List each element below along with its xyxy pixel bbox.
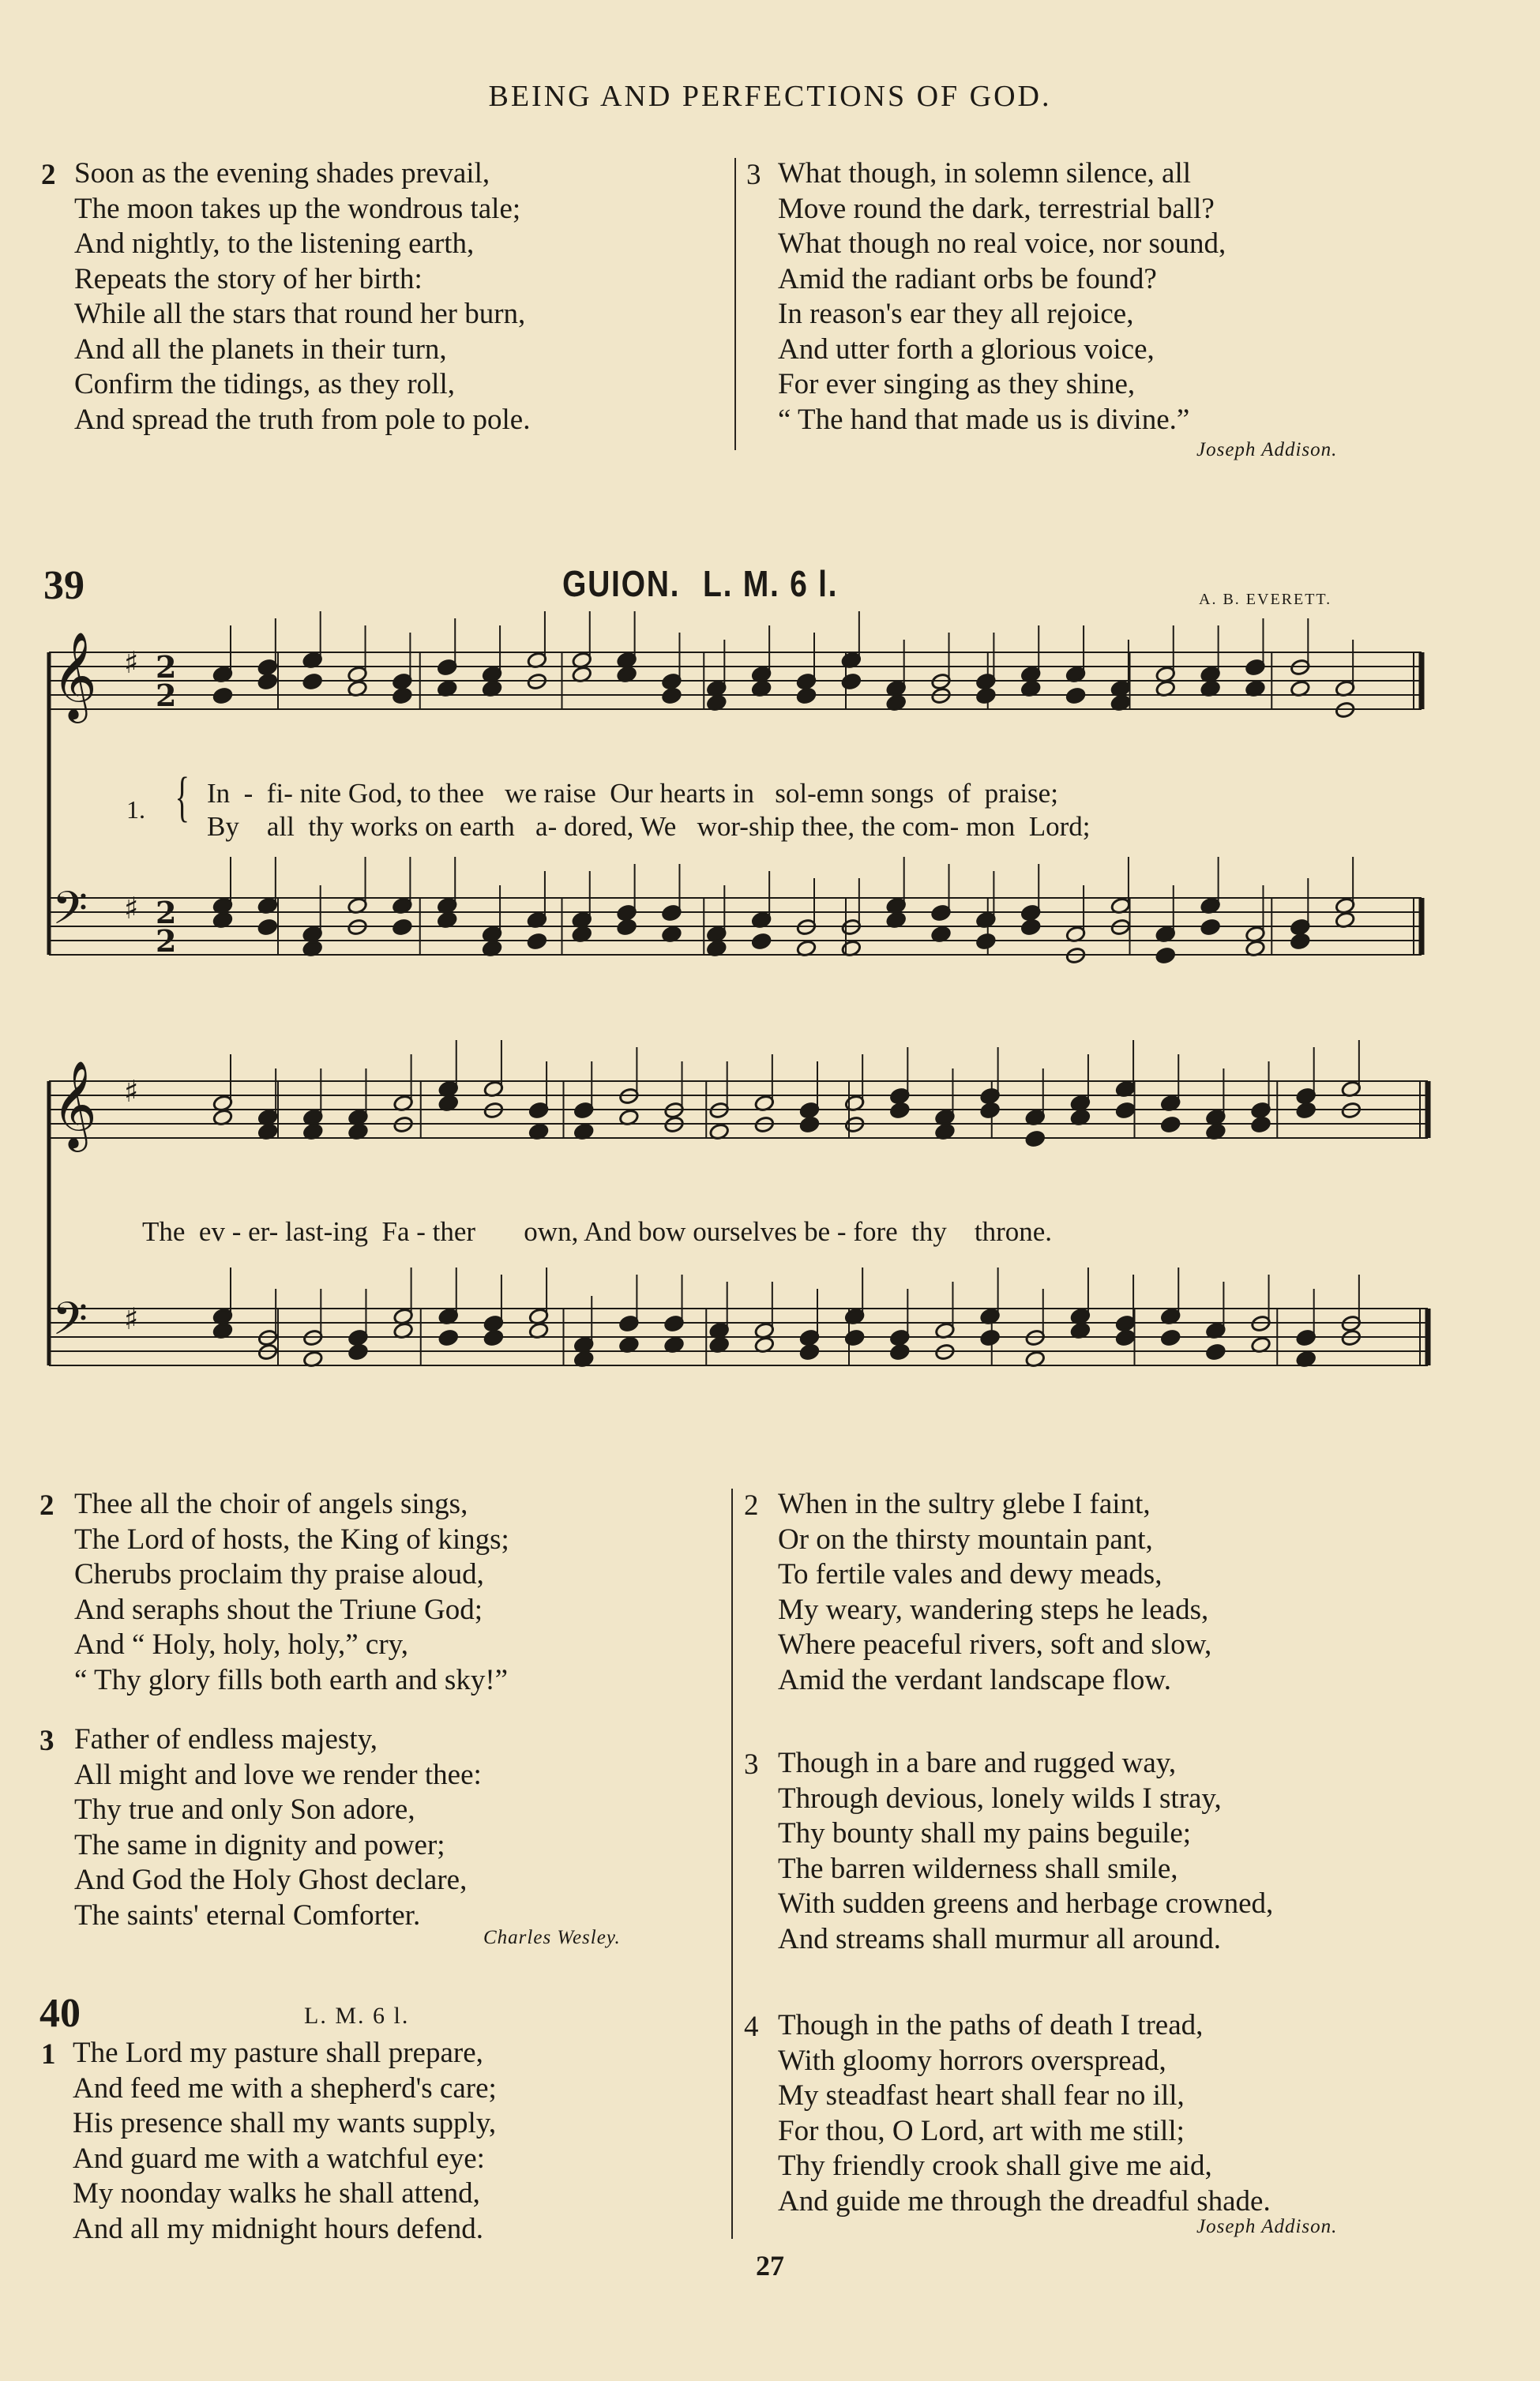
treble-clef: 𝄞: [52, 631, 97, 719]
verse-line: Father of endless majesty,: [74, 1723, 377, 1756]
verse-line: What though no real voice, nor sound,: [778, 227, 1226, 260]
note-head: [392, 918, 412, 937]
lyric-line-1: In - fi- nite God, to thee we raise Our hearts in sol-emn songs of praise;: [207, 778, 1058, 809]
verse-line: Though in the paths of death I tread,: [778, 2009, 1204, 2041]
note-head: [889, 1102, 910, 1120]
note-head: [302, 673, 323, 691]
verse-line: With sudden greens and herbage crowned,: [778, 1887, 1274, 1920]
verse-line: Amid the verdant landscape flow.: [778, 1663, 1171, 1696]
author-attribution: Joseph Addison.: [1196, 2216, 1338, 2237]
verse-line: Repeats the story of her birth:: [74, 262, 423, 295]
verse-line: And “ Holy, holy, holy,” cry,: [74, 1628, 409, 1661]
time-signature: 2: [156, 678, 177, 713]
note-head: [438, 1329, 459, 1347]
verse-line: For ever singing as they shine,: [778, 368, 1136, 400]
note-head: [617, 918, 637, 937]
verse-line: Move round the dark, terrestrial ball?: [778, 192, 1215, 225]
note-head: [257, 918, 278, 937]
note-head: [1115, 1329, 1136, 1347]
note-head: [1296, 1102, 1317, 1120]
verse-line: While all the stars that round her burn,: [74, 298, 526, 330]
verse-line: Or on the thirsty mountain pant,: [778, 1523, 1153, 1556]
running-head: BEING AND PERFECTIONS OF GOD.: [488, 80, 1052, 113]
verse-line: The same in dignity and power;: [74, 1828, 445, 1861]
hymn-meter: L. M. 6 l.: [703, 563, 839, 604]
note-head: [483, 1329, 504, 1347]
verse-line: My steadfast heart shall fear no ill,: [778, 2079, 1185, 2112]
stanza-hymn39-3: [74, 1722, 482, 1933]
verse-line: Where peaceful rivers, soft and slow,: [778, 1628, 1212, 1661]
verse-line: “ The hand that made us is divine.”: [778, 403, 1190, 436]
verse-line: In reason's ear they all rejoice,: [778, 298, 1134, 330]
stanza-hymn40-1: [73, 2036, 497, 2247]
stanza-number: 1: [41, 2038, 56, 2071]
note-head: [1115, 1102, 1136, 1120]
bass-clef: 𝄢: [52, 881, 88, 946]
note-head: [844, 1329, 865, 1347]
hymn-title: GUION.: [562, 563, 681, 604]
note-head: [799, 1116, 820, 1134]
hymn-meter: L. M. 6 l.: [304, 2003, 410, 2029]
verse-line: Thy bounty shall my pains beguile;: [778, 1817, 1192, 1850]
verse-line: And all my midnight hours defend.: [73, 2212, 483, 2245]
note-head: [975, 687, 996, 705]
verse-line: What though, in solemn silence, all: [778, 157, 1192, 190]
verse-line: With gloomy horrors overspread,: [778, 2044, 1166, 2077]
time-signature: 2: [156, 649, 177, 685]
key-signature: ♯: [124, 891, 139, 926]
key-signature: ♯: [124, 1074, 139, 1109]
note-head: [751, 933, 772, 951]
hymn-number: 40: [39, 1991, 81, 2036]
note-head: [1155, 947, 1176, 965]
verse-line: And God the Holy Ghost declare,: [74, 1864, 468, 1896]
note-head: [889, 1343, 910, 1361]
verse-line: The barren wilderness shall smile,: [778, 1852, 1178, 1885]
author-attribution: Joseph Addison.: [1196, 439, 1338, 460]
stanza-number: 3: [746, 159, 761, 191]
verse-line: Thy true and only Son adore,: [74, 1793, 415, 1826]
note-head: [1205, 1343, 1226, 1361]
verse-line: Confirm the tidings, as they roll,: [74, 368, 455, 400]
stanza-hymn39-2: [74, 1487, 509, 1698]
composer: A. B. EVERETT.: [1199, 591, 1332, 608]
lyric-line-3: The ev - er- last-ing Fa - ther own, And bow ourselves be - fore thy throne.: [142, 1216, 1053, 1247]
verse-line: Amid the radiant orbs be found?: [778, 262, 1157, 295]
author-attribution: Charles Wesley.: [483, 1927, 621, 1948]
note-head: [212, 687, 233, 705]
page-number: 27: [756, 2250, 784, 2281]
verse-line: His presence shall my wants supply,: [73, 2107, 497, 2139]
key-signature: ♯: [124, 645, 139, 680]
verse-label: 1.: [126, 795, 145, 824]
verse-line: For thou, O Lord, art with me still;: [778, 2114, 1185, 2147]
stanza-number: 2: [744, 1489, 759, 1522]
stanza-number: 4: [744, 2011, 759, 2043]
stanza-number: 2: [41, 159, 56, 191]
stanza-hymn40-2: [778, 1487, 1211, 1698]
note-head: [1160, 1116, 1181, 1134]
verse-line: And feed me with a shepherd's care;: [73, 2071, 497, 2105]
note-head: [347, 1343, 368, 1361]
note-head: [392, 687, 412, 705]
verse-line: Thee all the choir of angels sings,: [74, 1488, 468, 1520]
verse-line: When in the sultry glebe I faint,: [778, 1488, 1151, 1520]
verse-line: Though in a bare and rugged way,: [778, 1747, 1177, 1779]
verse-line: My noonday walks he shall attend,: [73, 2177, 480, 2210]
treble-clef: 𝄞: [52, 1060, 97, 1148]
note-head: [980, 1102, 1001, 1120]
note-head: [257, 673, 278, 691]
verse-line: Cherubs proclaim thy praise aloud,: [74, 1558, 484, 1590]
note-head: [1290, 933, 1310, 951]
stanza-hymn40-3: [778, 1746, 1273, 1957]
verse-line: And nightly, to the listening earth,: [74, 227, 475, 260]
verse-line: The Lord of hosts, the King of kings;: [74, 1523, 509, 1556]
verse-line: All might and love we render thee:: [74, 1758, 482, 1791]
note-head: [796, 687, 817, 705]
column-rule: [731, 1489, 733, 2239]
verse-line: My weary, wandering steps he leads,: [778, 1593, 1209, 1626]
verse-line: And seraphs shout the Triune God;: [74, 1593, 483, 1626]
verse-brace: {: [175, 767, 190, 828]
note-head: [1065, 687, 1086, 705]
verse-line: The Lord my pasture shall prepare,: [73, 2037, 483, 2069]
note-head: [980, 1329, 1001, 1347]
stanza-number: 3: [39, 1725, 54, 1757]
note-head: [841, 673, 862, 691]
note-head: [975, 933, 996, 951]
note-head: [1250, 1116, 1271, 1134]
verse-line: Soon as the evening shades prevail,: [74, 157, 490, 190]
verse-line: The saints' eternal Comforter.: [74, 1898, 421, 1932]
verse-line: And utter forth a glorious voice,: [778, 332, 1155, 366]
note-head: [1200, 918, 1221, 937]
verse-line: And streams shall murmur all around.: [778, 1922, 1222, 1955]
verse-line: To fertile vales and dewy meads,: [778, 1558, 1163, 1590]
time-signature: 2: [156, 895, 177, 930]
key-signature: ♯: [124, 1301, 139, 1336]
verse-line: The moon takes up the wondrous tale;: [74, 192, 521, 225]
verse-line: Through devious, lonely wilds I stray,: [778, 1782, 1222, 1815]
stanza-number: 2: [39, 1489, 54, 1522]
verse-line: And guard me with a watchful eye:: [73, 2142, 485, 2175]
verse-line: Thy friendly crook shall give me aid,: [778, 2150, 1212, 2182]
note-head: [1160, 1329, 1181, 1347]
verse-line: And guide me through the dreadful shade.: [778, 2184, 1271, 2218]
stanza-hymn40-4: [778, 2008, 1271, 2219]
verse-line: “ Thy glory fills both earth and sky!”: [74, 1663, 509, 1696]
verse-line: And all the planets in their turn,: [74, 332, 447, 366]
verse-line: And spread the truth from pole to pole.: [74, 403, 531, 436]
note-head: [661, 687, 682, 705]
bass-clef: 𝄢: [52, 1292, 88, 1357]
note-head: [1020, 918, 1041, 937]
time-signature: 2: [156, 923, 177, 959]
note-head: [1025, 1130, 1046, 1148]
stanza-number: 3: [744, 1748, 759, 1781]
note-head: [799, 1343, 820, 1361]
hymn-number: 39: [43, 563, 85, 608]
lyric-line-2: By all thy works on earth a- dored, We wor-ship thee, the com- mon Lord;: [207, 811, 1091, 842]
note-head: [527, 933, 547, 951]
